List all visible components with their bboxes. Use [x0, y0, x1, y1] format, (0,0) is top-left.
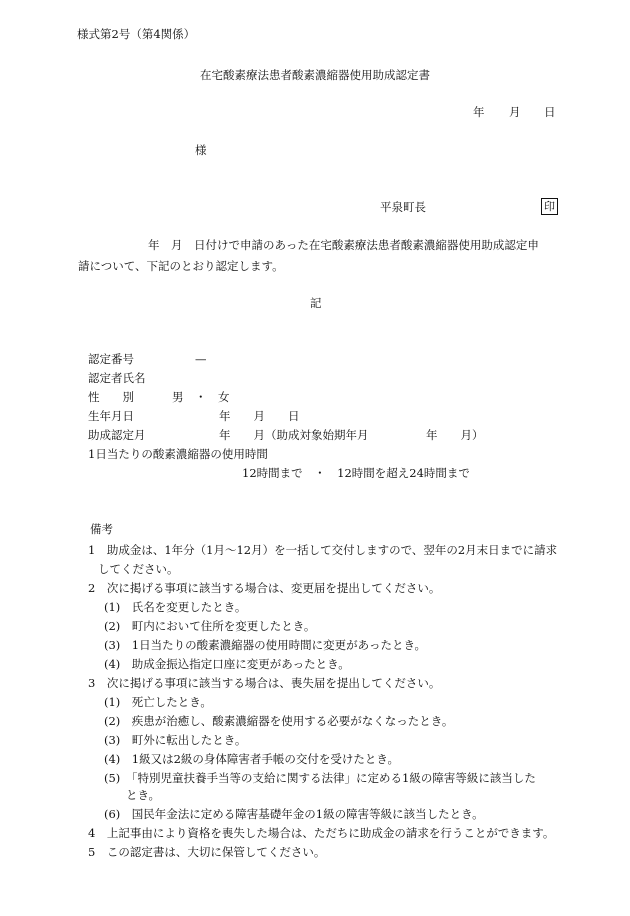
note-line: 4 上記事由により資格を喪失した場合は、ただちに助成金の請求を行うことができます。 — [88, 826, 555, 840]
note-line: 5 この認定書は、大切に保管してください。 — [88, 845, 326, 859]
note-line: (1) 氏名を変更したとき。 — [104, 600, 247, 614]
note-line: (6) 国民年金法に定める障害基礎年金の1級の障害等級に該当したとき。 — [104, 807, 484, 821]
intro-line-2: 請について、下記のとおり認定します。 — [78, 259, 284, 273]
note-line: (2) 町内において住所を変更したとき。 — [104, 619, 316, 633]
cert-number-label: 認定番号 — [88, 352, 134, 366]
sex-value: 男 ・ 女 — [172, 390, 230, 404]
note-line: とき。 — [126, 788, 161, 802]
note-line: 1 助成金は、1年分（1月～12月）を一括して交付しますので、翌年の2月末日までに請求 — [88, 543, 558, 557]
cert-number-value: — — [195, 352, 207, 366]
usage-value: 12時間まで ・ 12時間を超え24時間まで — [242, 466, 470, 480]
document-title: 在宅酸素療法患者酸素濃縮器使用助成認定書 — [200, 68, 430, 82]
birth-value: 年 月 日 — [219, 409, 300, 423]
note-line: (1) 死亡したとき。 — [104, 695, 212, 709]
note-line: 3 次に掲げる事項に該当する場合は、喪失届を提出してください。 — [88, 676, 441, 690]
seal-mark: 印 — [541, 198, 558, 215]
date-year: 年 — [473, 105, 485, 119]
month-value: 年 月（助成対象始期年月 年 月） — [219, 428, 484, 442]
recipient-suffix: 様 — [195, 143, 207, 157]
note-line: 2 次に掲げる事項に該当する場合は、変更届を提出してください。 — [88, 581, 441, 595]
date-month: 月 — [509, 105, 521, 119]
form-number: 様式第2号（第4関係） — [77, 27, 196, 41]
note-line: (4) 助成金振込指定口座に変更があったとき。 — [104, 657, 350, 671]
intro-line-1: 年 月 日付けで申請のあった在宅酸素療法患者酸素濃縮器使用助成認定申 — [148, 238, 539, 252]
note-line: (4) 1級又は2級の身体障害者手帳の交付を受けたとき。 — [104, 752, 399, 766]
usage-label: 1日当たりの酸素濃縮器の使用時間 — [88, 447, 268, 461]
month-label: 助成認定月 — [88, 428, 146, 442]
note-line: (5) 「特別児童扶養手当等の支給に関する法律」に定める1級の障害等級に該当した — [104, 771, 536, 785]
issuer: 平泉町長 — [380, 200, 426, 214]
sex-label: 性 別 — [88, 390, 134, 404]
notes-heading: 備考 — [90, 522, 113, 536]
birth-label: 生年月日 — [88, 409, 134, 423]
note-line: (2) 疾患が治癒し、酸素濃縮器を使用する必要がなくなったとき。 — [104, 714, 454, 728]
note-line: してください。 — [98, 562, 179, 576]
note-line: (3) 1日当たりの酸素濃縮器の使用時間に変更があったとき。 — [104, 638, 427, 652]
note-line: (3) 町外に転出したとき。 — [104, 733, 247, 747]
ki-heading: 記 — [310, 296, 322, 310]
name-label: 認定者氏名 — [88, 371, 146, 385]
date-day: 日 — [544, 105, 556, 119]
